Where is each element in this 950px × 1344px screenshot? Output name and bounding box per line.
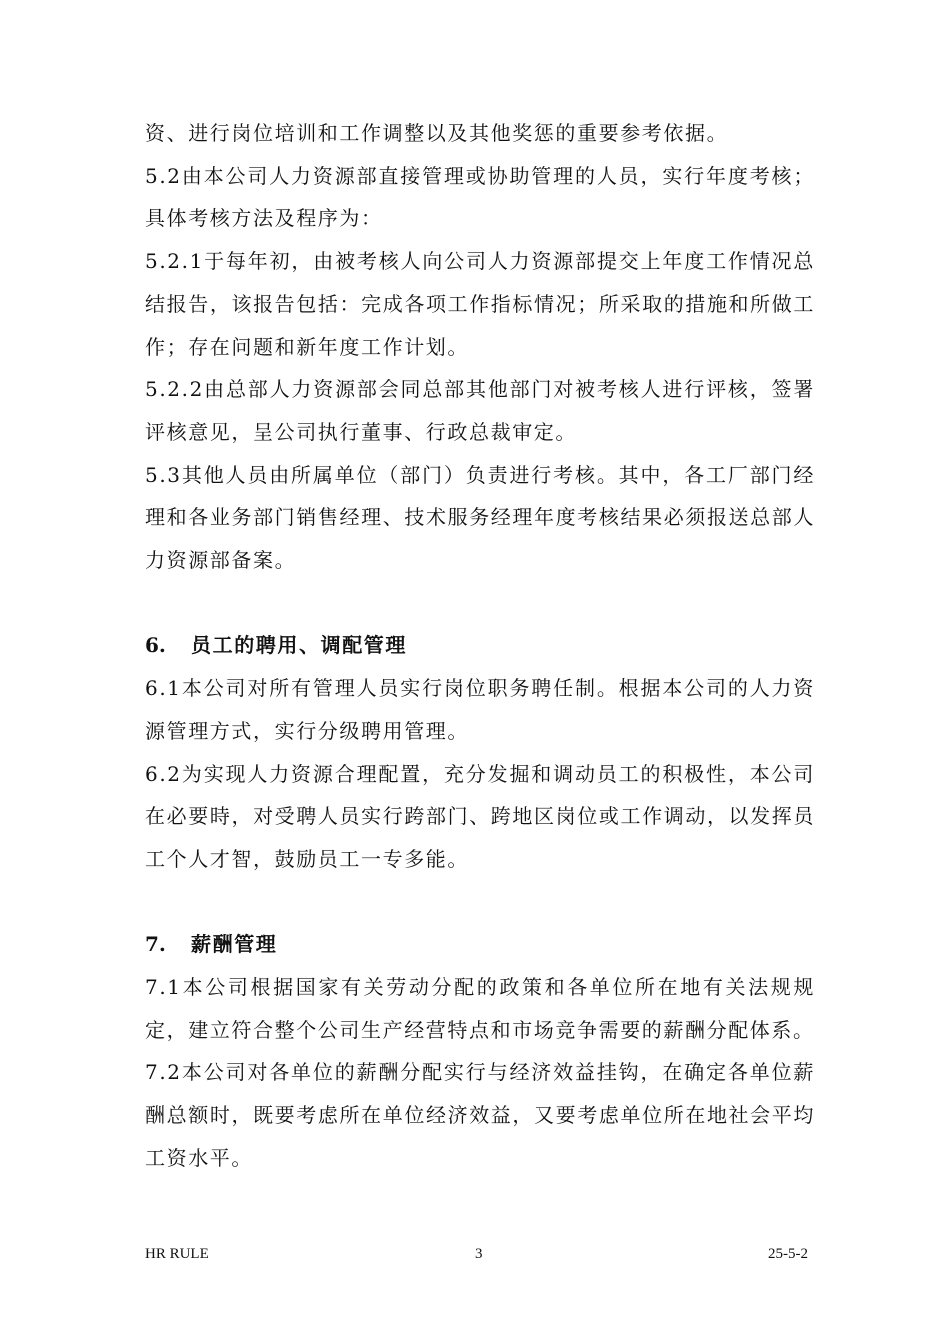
section-spacer bbox=[145, 881, 815, 924]
section-7-number: 7. bbox=[145, 932, 166, 957]
paragraph-6-1: 6.1本公司对所有管理人员实行岗位职务聘任制。根据本公司的人力资源管理方式，实行分级聘用管理。 bbox=[145, 676, 815, 743]
section-6-heading bbox=[145, 624, 815, 667]
section-6-number: 6. bbox=[145, 633, 166, 658]
paragraph-5-2-2: 5.2.2由总部人力资源部会同总部其他部门对被考核人进行评核，签署评核意见，呈公司执行董事、行政总裁审定。 bbox=[145, 377, 815, 444]
section-6-title: 员工的聘用、调配管理 bbox=[191, 633, 407, 658]
section-7-heading bbox=[145, 923, 815, 966]
paragraph-7-1: 7.1本公司根据国家有关劳动分配的政策和各单位所在地有关法规规定，建立符合整个公司生产经营特点和市场竞争需要的薪酬分配体系。 bbox=[145, 975, 815, 1042]
paragraph-5-1-continued: 资、进行岗位培训和工作调整以及其他奖惩的重要参考依据。 bbox=[145, 121, 729, 145]
footer-date: 25-5-2 bbox=[768, 1246, 808, 1262]
section-7-title: 薪酬管理 bbox=[191, 932, 278, 957]
paragraph-5-3: 5.3其他人员由所属单位（部门）负责进行考核。其中，各工厂部门经理和各业务部门销售经理、技术服务经理年度考核结果必须报送总部人力资源部备案。 bbox=[145, 462, 815, 573]
paragraph-5-2: 5.2由本公司人力资源部直接管理或协助管理的人员，实行年度考核；具体考核方法及程序为： bbox=[145, 163, 815, 231]
page-footer bbox=[145, 1246, 808, 1268]
paragraph-6-2: 6.2为实现人力资源合理配置，充分发掘和调动员工的积极性，本公司在必要時，对受聘人员实行跨部门、跨地区岗位或工作调动，以发挥员工个人才智，鼓励员工一专多能。 bbox=[145, 761, 815, 871]
footer-document-name: HR RULE bbox=[145, 1246, 209, 1262]
document-body bbox=[145, 112, 815, 1180]
section-spacer bbox=[145, 582, 815, 625]
footer-page-number: 3 bbox=[475, 1246, 483, 1262]
paragraph-5-2-1: 5.2.1于每年初，由被考核人向公司人力资源部提交上年度工作情况总结报告，该报告包括：完成各项工作指标情况；所采取的措施和所做工作；存在问题和新年度工作计划。 bbox=[145, 249, 815, 359]
paragraph-7-2: 7.2本公司对各单位的薪酬分配实行与经济效益挂钩，在确定各单位薪酬总额时，既要考虑所在单位经济效益，又要考虑单位所在地社会平均工资水平。 bbox=[145, 1060, 815, 1170]
